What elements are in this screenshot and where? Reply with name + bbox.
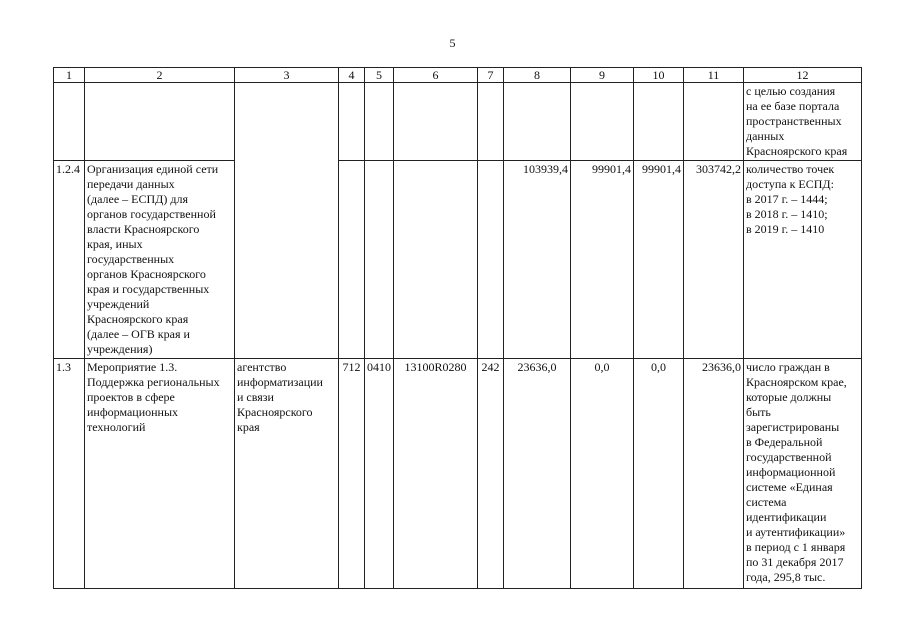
header-cell-6: 6	[394, 68, 478, 83]
program-table	[53, 67, 862, 589]
row-1-2-4-col11: 303742,2	[684, 161, 744, 359]
cell-empty	[235, 83, 339, 161]
header-cell-1: 1	[54, 68, 85, 83]
cell-empty	[85, 83, 235, 161]
cell-empty	[571, 83, 634, 161]
cell-empty	[394, 161, 478, 359]
header-cell-11: 11	[684, 68, 744, 83]
page-number: 5	[449, 36, 456, 50]
row-1-3-col7: 242	[478, 359, 504, 589]
cell-empty	[478, 161, 504, 359]
header-cell-5: 5	[365, 68, 394, 83]
cell-empty	[504, 83, 571, 161]
row-1-3-executor: агентство информатизации и связи Красноярского края	[235, 359, 339, 589]
table-row-1-2-4	[54, 161, 862, 359]
row-1-3-col11: 23636,0	[684, 359, 744, 589]
cell-empty	[394, 83, 478, 161]
row-1-2-4-col8: 103939,4	[504, 161, 571, 359]
cell-empty	[235, 161, 339, 359]
row-1-2-4-number: 1.2.4	[54, 161, 85, 359]
row-1-3-number: 1.3	[54, 359, 85, 589]
row-1-3-name: Мероприятие 1.3. Поддержка региональных проектов в сфере информационных технологий	[85, 359, 235, 589]
row-1-2-4-col9: 99901,4	[571, 161, 634, 359]
row-1-2-4-name: Организация единой сети передачи данных (далее – ЕСПД) для органов государственной власти Красноярского края, иных государственных органов Красноярского края и государственных учреждений Красноярского края (далее – ОГВ края и учреждения)	[85, 161, 235, 359]
row-1-2-4-indicator: количество точек доступа к ЕСПД: в 2017 г. – 1444; в 2018 г. – 1410; в 2019 г. – 1410	[744, 161, 862, 359]
row-1-3-col4: 712	[339, 359, 365, 589]
cell-empty	[478, 83, 504, 161]
header-cell-7: 7	[478, 68, 504, 83]
cell-empty	[339, 83, 365, 161]
row-1-3-col9: 0,0	[571, 359, 634, 589]
table-row-continued	[54, 83, 862, 161]
cell-empty	[339, 161, 365, 359]
row-1-3-col5: 0410	[365, 359, 394, 589]
row-1-3-col10: 0,0	[634, 359, 684, 589]
row-1-3-indicator: число граждан в Красноярском крае, которые должны быть зарегистрированы в Федеральной государственной информационной системе «Единая система идентификации и аутентификации» в период с 1 января по 31 декабря 2017 года, 295,8 тыс.	[744, 359, 862, 589]
header-row	[54, 68, 862, 83]
header-cell-3: 3	[235, 68, 339, 83]
row-1-3-col6: 13100R0280	[394, 359, 478, 589]
cell-empty	[54, 83, 85, 161]
cell-empty	[634, 83, 684, 161]
header-cell-10: 10	[634, 68, 684, 83]
header-cell-12: 12	[744, 68, 862, 83]
table-row-1-3	[54, 359, 862, 589]
cell-empty	[684, 83, 744, 161]
row-1-2-4-col10: 99901,4	[634, 161, 684, 359]
cell-empty	[365, 83, 394, 161]
header-cell-4: 4	[339, 68, 365, 83]
cell-empty	[365, 161, 394, 359]
header-cell-9: 9	[571, 68, 634, 83]
header-cell-2: 2	[85, 68, 235, 83]
header-cell-8: 8	[504, 68, 571, 83]
row-1-3-col8: 23636,0	[504, 359, 571, 589]
row-continued-indicator: с целью создания на ее базе портала пространственных данных Красноярского края	[744, 83, 862, 161]
